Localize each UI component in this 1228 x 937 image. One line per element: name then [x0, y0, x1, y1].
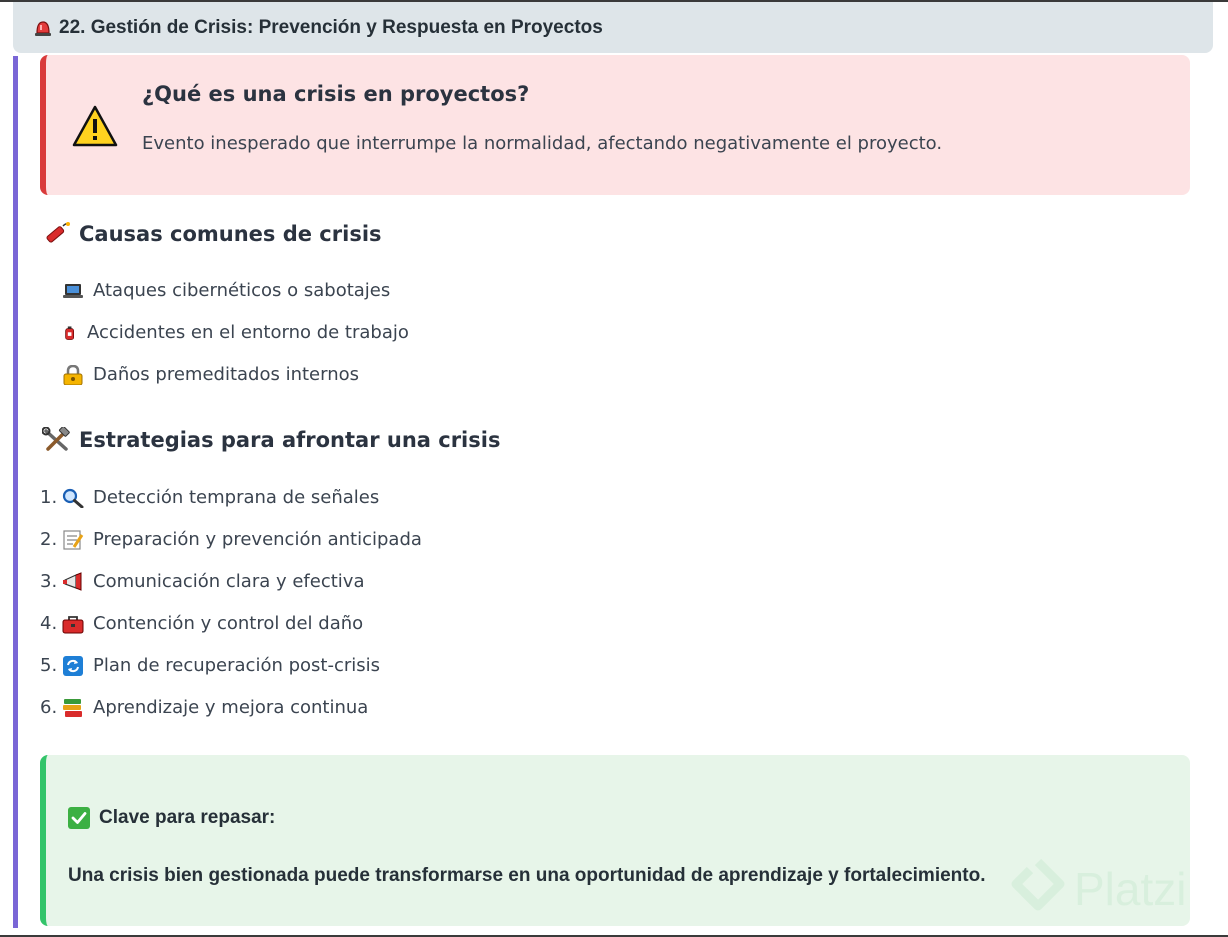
page-header	[13, 2, 1213, 53]
platzi-logo-icon	[1010, 858, 1066, 920]
lock-icon	[62, 365, 84, 385]
strategy-label: Aprendizaje y mejora continua	[93, 697, 369, 718]
strategy-item-4	[40, 613, 363, 634]
fire-extinguisher-icon	[62, 323, 78, 343]
strategy-item-1	[40, 487, 379, 508]
list-number: 1.	[40, 487, 58, 508]
cause-label: Daños premeditados internos	[93, 364, 360, 385]
strategies-heading	[42, 427, 500, 453]
cause-item-1	[62, 280, 390, 301]
list-number: 2.	[40, 529, 58, 550]
list-number: 4.	[40, 613, 58, 634]
definition-text: Evento inesperado que interrumpe la normalidad, afectando negativamente el proyecto.	[142, 133, 943, 154]
strategy-label: Plan de recuperación post-crisis	[93, 655, 381, 676]
strategy-label: Comunicación clara y efectiva	[93, 571, 365, 592]
strategy-item-2	[40, 529, 422, 550]
cause-label: Accidentes en el entorno de trabajo	[87, 322, 409, 343]
laptop-icon	[62, 281, 84, 301]
key-text: Una crisis bien gestionada puede transformarse en una oportunidad de aprendizaje y fortalecimiento.	[68, 865, 986, 886]
memo-icon	[62, 530, 84, 550]
causes-title: Causas comunes de crisis	[79, 222, 382, 246]
platzi-watermark	[1010, 858, 1186, 920]
toolbox-icon	[62, 614, 84, 634]
strategy-label: Preparación y prevención anticipada	[93, 529, 422, 550]
strategy-label: Contención y control del daño	[93, 613, 364, 634]
list-number: 3.	[40, 571, 58, 592]
books-icon	[62, 698, 84, 718]
list-number: 5.	[40, 655, 58, 676]
strategy-item-5	[40, 655, 380, 676]
warning-icon	[72, 105, 118, 147]
page-title: 22. Gestión de Crisis: Prevención y Respuesta en Proyectos	[59, 16, 603, 38]
tools-icon	[42, 427, 70, 453]
accent-bar	[13, 56, 18, 928]
magnifier-icon	[62, 488, 84, 508]
cause-label: Ataques cibernéticos o sabotajes	[93, 280, 391, 301]
siren-icon	[33, 19, 53, 37]
cause-item-3	[62, 364, 359, 385]
strategy-label: Detección temprana de señales	[93, 487, 380, 508]
megaphone-icon	[62, 572, 84, 592]
key-title: Clave para repasar:	[99, 807, 276, 828]
definition-callout	[40, 55, 1190, 195]
list-number: 6.	[40, 697, 58, 718]
check-mark-icon	[68, 807, 90, 829]
watermark-text: Platzi	[1074, 863, 1187, 915]
definition-title: ¿Qué es una crisis en proyectos?	[142, 82, 530, 106]
firecracker-icon	[42, 221, 70, 247]
causes-heading	[42, 221, 382, 247]
strategy-item-6	[40, 697, 368, 718]
cause-item-2	[62, 322, 409, 343]
strategy-item-3	[40, 571, 364, 592]
refresh-icon	[62, 656, 84, 676]
key-heading	[68, 807, 275, 829]
strategies-title: Estrategias para afrontar una crisis	[79, 428, 501, 452]
